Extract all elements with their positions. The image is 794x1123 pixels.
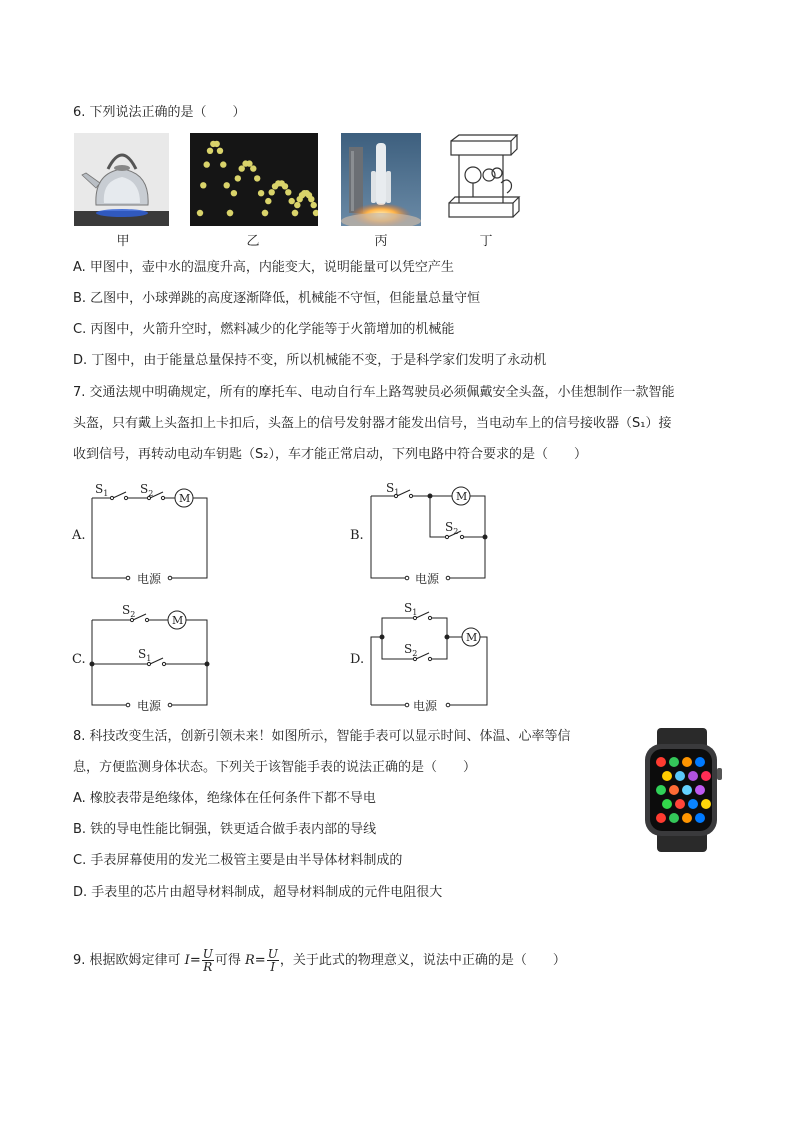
q7-stem-line1: 7. 交通法规中明确规定，所有的摩托车、电动自行车上路驾驶员必须佩戴安全头盔，小佳想制作一款智能 <box>73 385 675 400</box>
ball-dot <box>227 210 233 216</box>
ball-dot <box>292 210 298 216</box>
q9-stem <box>73 948 566 973</box>
watch-app-icon <box>701 771 711 781</box>
circuit-c <box>72 603 209 713</box>
watch-app-icon <box>662 799 672 809</box>
circuit-d-source-label: 电源 <box>413 699 438 713</box>
circuit-diagrams <box>0 470 560 720</box>
watch-app-icon <box>656 757 666 767</box>
ball-dot <box>231 190 237 196</box>
circuit-b <box>350 481 487 586</box>
circuit-d-s1-label: $S_1$ <box>404 601 418 617</box>
bouncing-ball-image <box>190 133 318 226</box>
ball-dot <box>285 189 291 195</box>
q8-option-c: C. 手表屏幕使用的发光二极管主要是由半导体材料制成的 <box>73 853 403 868</box>
q9-i-var: I <box>184 953 190 968</box>
circuit-a-s2-label: $S_2$ <box>140 482 154 498</box>
caption-yi: 乙 <box>246 234 260 249</box>
circuit-c-s2-label: $S_2$ <box>122 603 136 619</box>
watch-app-icon <box>662 771 672 781</box>
ball-dot <box>308 196 314 202</box>
ball-dot <box>254 175 260 181</box>
ball-dot <box>294 202 300 208</box>
watch-app-icon <box>695 757 705 767</box>
kettle-image <box>74 133 169 226</box>
ball-dot <box>207 148 213 154</box>
circuit-a <box>71 482 207 586</box>
q9-middle: 可得 <box>214 953 245 968</box>
watch-app-icon <box>695 813 705 823</box>
watch-app-icon <box>669 757 679 767</box>
q6-option-c: C. 丙图中，火箭升空时，燃料减少的化学能等于火箭增加的机械能 <box>73 322 455 337</box>
ball-dot <box>235 175 241 181</box>
ball-dot <box>217 148 223 154</box>
watch-app-icon <box>656 813 666 823</box>
q6-option-a: A. 甲图中，壶中水的温度升高，内能变大，说明能量可以凭空产生 <box>73 260 454 275</box>
q9-eq-2: = <box>254 953 266 968</box>
q7-stem-line2: 头盔，只有戴上头盔扣上卡扣后，头盔上的信号发射器才能发出信号，当电动车上的信号接收器（S₁）接 <box>73 416 672 431</box>
ball-dot <box>204 161 210 167</box>
watch-app-icon <box>701 799 711 809</box>
ball-dot <box>224 182 230 188</box>
watch-app-icon <box>682 785 692 795</box>
watch-app-icon <box>675 771 685 781</box>
circuit-c-motor-label: M <box>172 614 184 627</box>
circuit-a-motor-label: M <box>179 492 191 505</box>
ball-dot <box>200 182 206 188</box>
q6-stem: 6. 下列说法正确的是（ ） <box>73 105 246 120</box>
circuit-d-label: D. <box>350 652 365 667</box>
q9-eq-1: = <box>189 953 201 968</box>
ball-dot <box>289 198 295 204</box>
circuit-c-label: C. <box>72 652 86 667</box>
circuit-d-motor-label: M <box>466 631 478 644</box>
smartwatch-image <box>641 728 724 852</box>
ball-dot <box>197 210 203 216</box>
watch-app-icon <box>669 785 679 795</box>
circuit-b-source-label: 电源 <box>415 572 440 586</box>
watch-app-icon <box>675 799 685 809</box>
caption-bing: 丙 <box>374 234 388 249</box>
q6-option-b: B. 乙图中，小球弹跳的高度逐渐降低，机械能不守恒，但能量总量守恒 <box>73 291 481 306</box>
ball-dot <box>269 189 275 195</box>
circuit-a-s1-label: $S_1$ <box>95 482 109 498</box>
circuit-d <box>350 601 487 713</box>
q7-stem-line3: 收到信号，再转动电动车钥匙（S₂），车才能正常启动，下列电路中符合要求的是（ ） <box>73 447 587 462</box>
circuit-d-s2-label: $S_2$ <box>404 642 418 658</box>
q8-option-a: A. 橡胶表带是绝缘体，绝缘体在任何条件下都不导电 <box>73 791 376 806</box>
watch-app-icon <box>682 813 692 823</box>
ball-dot <box>214 141 220 147</box>
q9-fraction-u-over-r: $\frac{U}{R}$ <box>202 947 213 974</box>
circuit-a-label: A. <box>72 528 86 543</box>
q8-stem-line2: 息，方便监测身体状态。下列关于该智能手表的说法正确的是（ ） <box>73 760 477 775</box>
circuit-b-s2-label: $S_2$ <box>445 520 459 536</box>
q9-fraction-u-over-i: $\frac{U}{I}$ <box>267 947 278 974</box>
circuit-c-source-label: 电源 <box>137 699 162 713</box>
watch-app-icon <box>688 771 698 781</box>
watch-app-icon <box>682 757 692 767</box>
ball-dot <box>311 202 317 208</box>
ball-dot <box>258 190 264 196</box>
watch-app-icon <box>656 785 666 795</box>
circuit-a-source-label: 电源 <box>137 572 162 586</box>
ball-dot <box>250 165 256 171</box>
q6-option-d: D. 丁图中，由于能量总量保持不变，所以机械能不变，于是科学家们发明了永动机 <box>73 353 547 368</box>
circuit-b-s1-label: $S_1$ <box>386 481 400 497</box>
circuit-b-label: B. <box>350 528 364 543</box>
ball-dot <box>220 161 226 167</box>
perpetual-machine-image <box>445 133 525 226</box>
ball-dot <box>246 160 252 166</box>
caption-jia: 甲 <box>116 234 130 249</box>
ball-dot <box>239 165 245 171</box>
q8-option-d: D. 手表里的芯片由超导材料制成，超导材料制成的元件电阻很大 <box>73 885 443 900</box>
q8-option-b: B. 铁的导电性能比铜强，铁更适合做手表内部的导线 <box>73 822 377 837</box>
q9-r-var: R <box>244 953 255 968</box>
caption-ding: 丁 <box>479 234 493 249</box>
rocket-image <box>341 133 421 226</box>
watch-app-icon <box>695 785 705 795</box>
ball-dot <box>262 210 268 216</box>
circuit-c-s1-label: $S_1$ <box>138 647 152 663</box>
ball-dot <box>282 183 288 189</box>
q9-suffix: ，关于此式的物理意义，说法中正确的是（ ） <box>279 953 566 968</box>
circuit-b-motor-label: M <box>456 490 468 503</box>
watch-app-icon <box>688 799 698 809</box>
watch-app-icon <box>669 813 679 823</box>
q9-prefix: 9. 根据欧姆定律可 <box>73 953 185 968</box>
ball-dot <box>265 198 271 204</box>
q8-stem-line1: 8. 科技改变生活，创新引领未来！如图所示，智能手表可以显示时间、体温、心率等信 <box>73 729 571 744</box>
